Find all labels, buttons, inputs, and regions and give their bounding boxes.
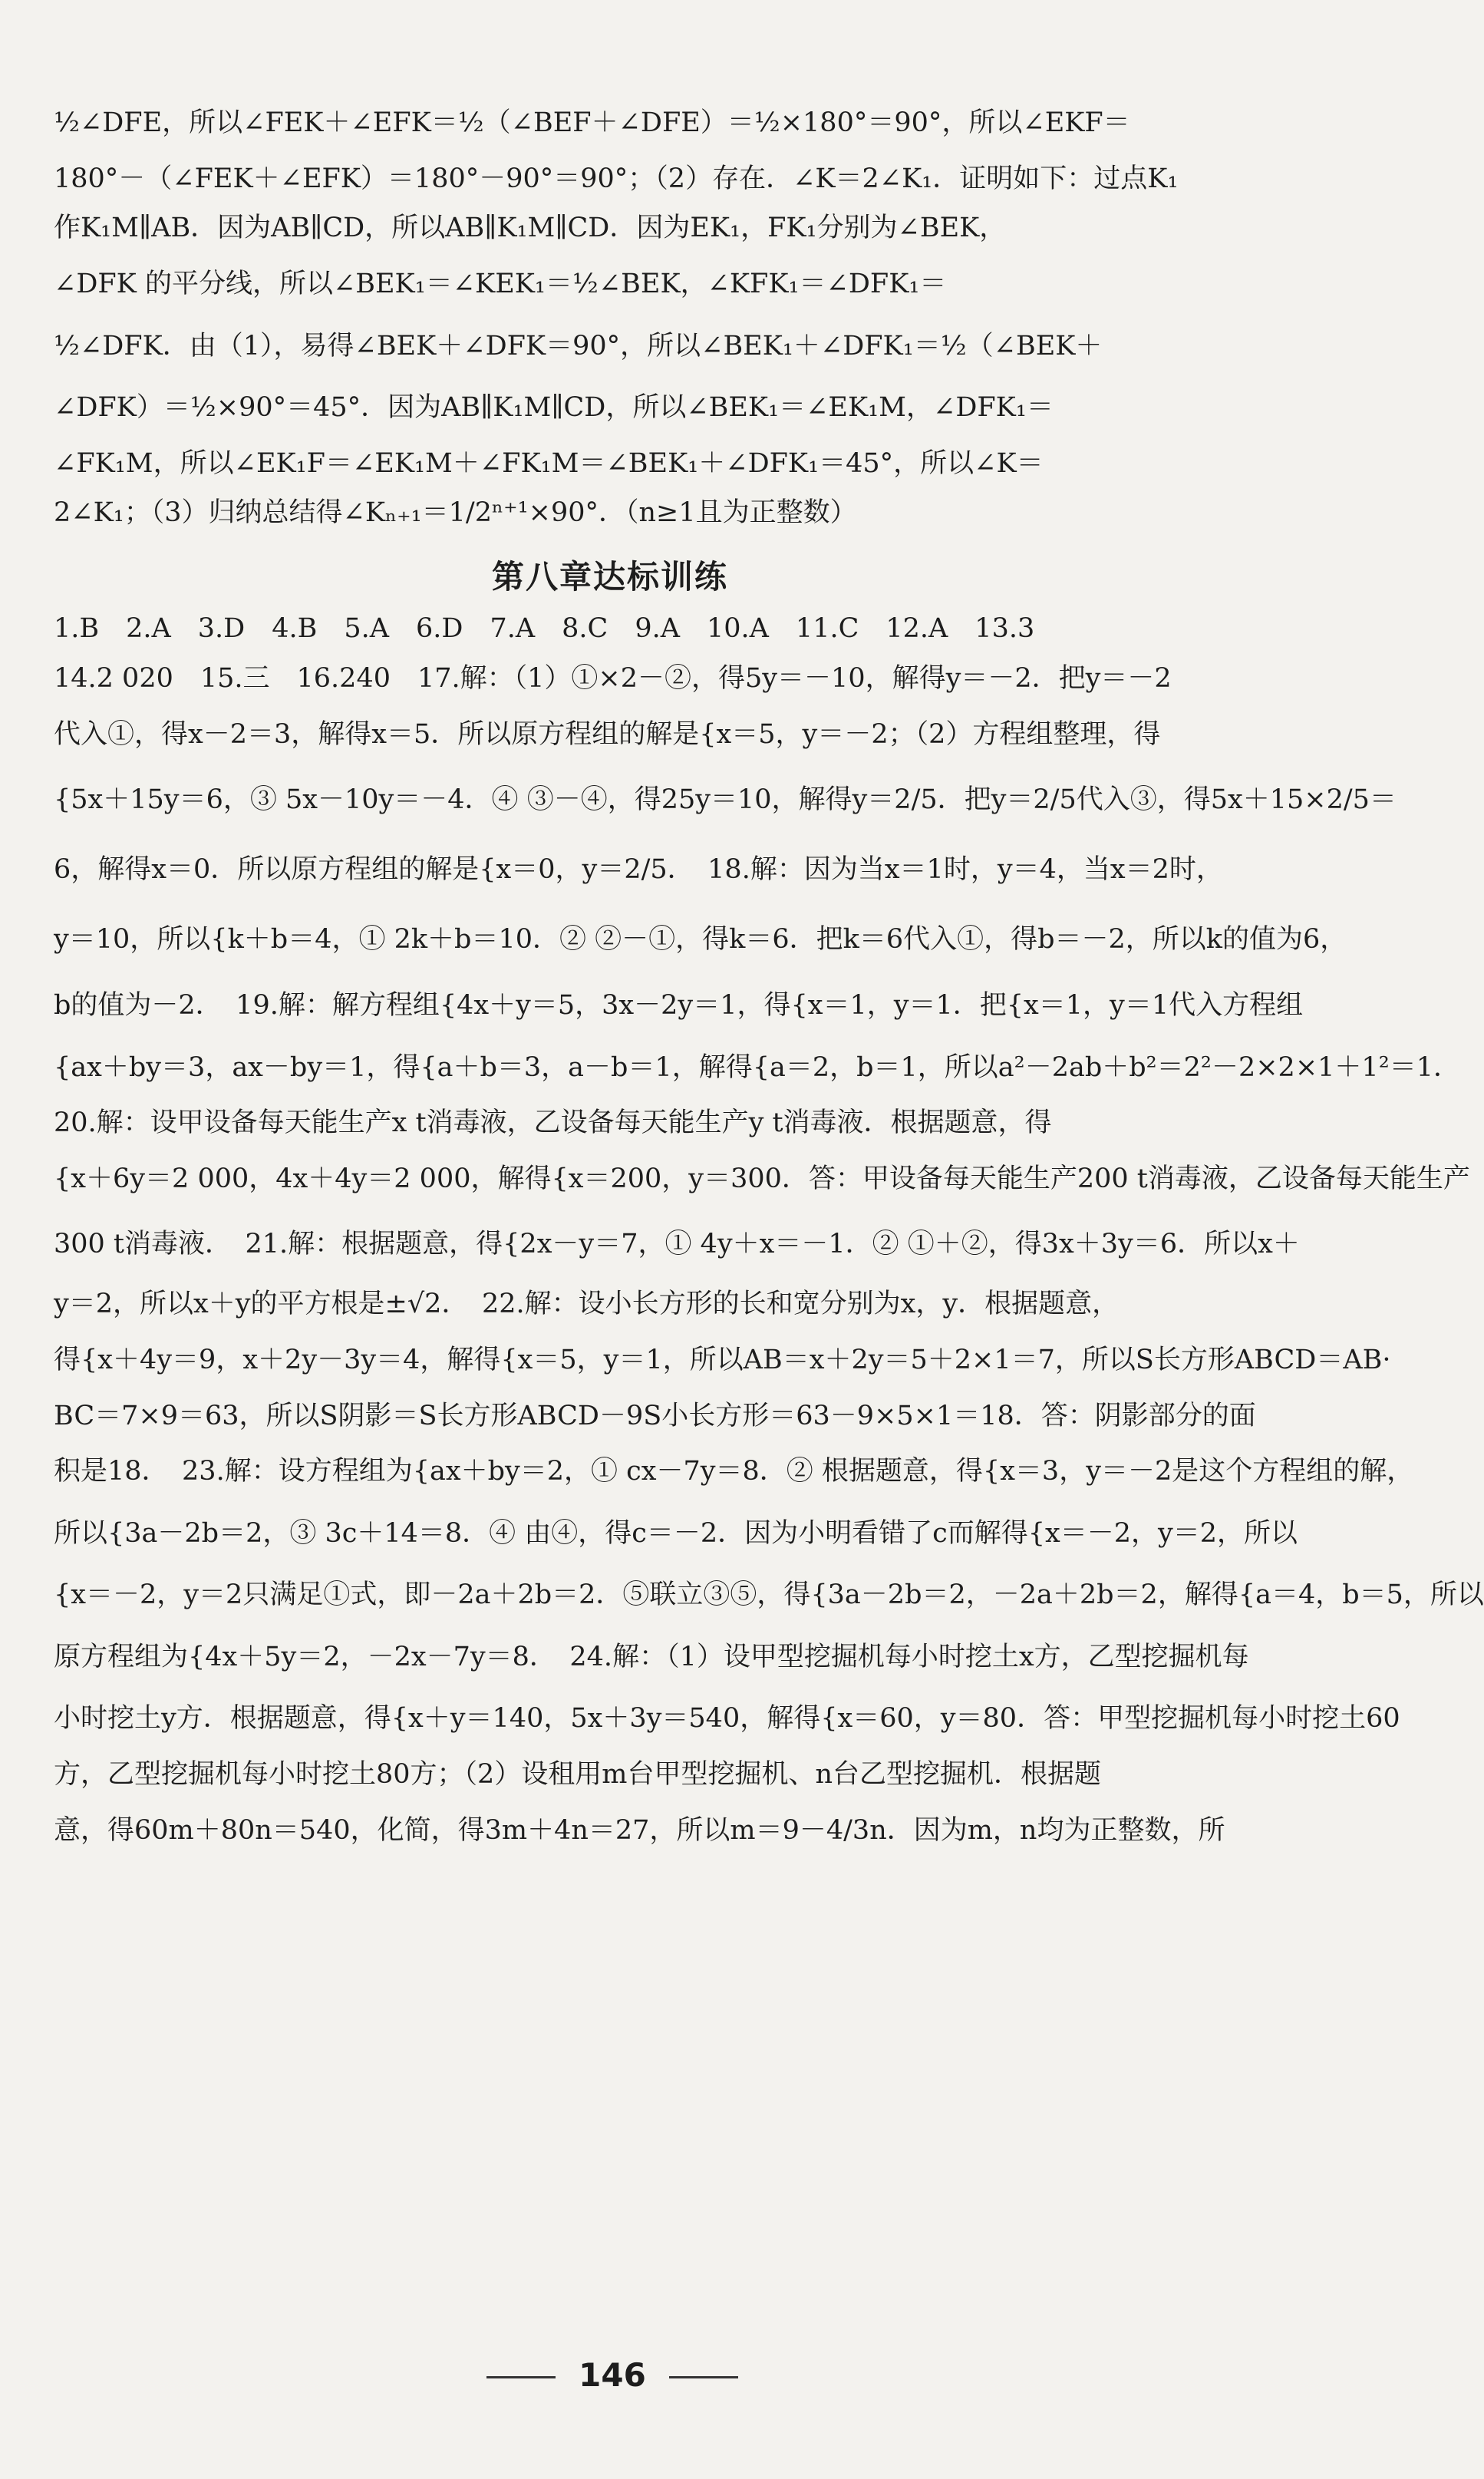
text-line: 原方程组为{4x＋5y＝2，－2x－7y＝8． 24.解：（1）设甲型挖掘机每小时挖土x方，乙型挖掘机每: [54, 1641, 1249, 1672]
text-line: {ax＋by＝3，ax－by＝1，得{a＋b＝3，a－b＝1，解得{a＝2，b＝1，所以a²－2ab＋b²＝2²－2×2×1＋1²＝1．: [54, 1051, 1460, 1083]
page-number-text: 146: [579, 2356, 646, 2394]
text-line: 6，解得x＝0．所以原方程组的解是{x＝0，y＝2/5． 18.解：因为当x＝1时，y＝4，当x＝2时，: [54, 854, 1223, 885]
text-line: y＝10，所以{k＋b＝4，① 2k＋b＝10．② ②－①，得k＝6．把k＝6代入①，得b＝－2，所以k的值为6，: [54, 924, 1347, 955]
text-line: ½∠DFK．由（1），易得∠BEK＋∠DFK＝90°，所以∠BEK₁＋∠DFK₁＝½（∠BEK＋: [54, 330, 1103, 361]
text-line: 方，乙型挖掘机每小时挖土80方；（2）设租用m台甲型挖掘机、n台乙型挖掘机．根据题: [54, 1758, 1102, 1790]
text-line: y＝2，所以x＋y的平方根是±√2． 22.解：设小长方形的长和宽分别为x，y．根据题意，: [54, 1289, 1120, 1320]
text-line: 意，得60m＋80n＝540，化简，得3m＋4n＝27，所以m＝9－4/3n．因为m，n均为正整数，所: [54, 1814, 1225, 1846]
text-line: b的值为－2． 19.解：解方程组{4x＋y＝5，3x－2y＝1，得{x＝1，y＝1．把{x＝1，y＝1代入方程组: [54, 990, 1304, 1021]
text-line: 180°－（∠FEK＋∠EFK）＝180°－90°＝90°；（2）存在．∠K＝2∠K₁．证明如下：过点K₁: [54, 163, 1179, 194]
text-line: ∠FK₁M，所以∠EK₁F＝∠EK₁M＋∠FK₁M＝∠BEK₁＋∠DFK₁＝45°，所以∠K＝: [54, 447, 1044, 479]
choice-answers: 1.B 2.A 3.D 4.B 5.A 6.D 7.A 8.C 9.A 10.A 11.C 12.A 13.3: [54, 613, 1035, 644]
text-line: 积是18． 23.解：设方程组为{ax＋by＝2，① cx－7y＝8．② 根据题意，得{x＝3，y＝－2是这个方程组的解，: [54, 1456, 1414, 1487]
document-page: [54, 92, 1484, 1861]
text-line: {x＋6y＝2 000，4x＋4y＝2 000，解得{x＝200，y＝300．答：甲设备每天能生产200 t消毒液，乙设备每天能生产: [54, 1163, 1470, 1194]
text-line: 2∠K₁；（3）归纳总结得∠Kₙ₊₁＝1/2ⁿ⁺¹×90°．（n≥1且为正整数）: [54, 497, 857, 529]
text-line: 14.2 020 15.三 16.240 17.解：（1）①×2－②，得5y＝－10，解得y＝－2．把y＝－2: [54, 662, 1172, 694]
text-line: ∠DFK）＝½×90°＝45°．因为AB∥K₁M∥CD，所以∠BEK₁＝∠EK₁M，∠DFK₁＝: [54, 392, 1054, 423]
text-line: {5x＋15y＝6，③ 5x－10y＝－4．④ ③－④，得25y＝10，解得y＝2/5．把y＝2/5代入③，得5x＋15×2/5＝: [54, 784, 1397, 815]
text-line: {x＝－2，y＝2只满足①式，即－2a＋2b＝2．⑤联立③⑤，得{3a－2b＝2，－2a＋2b＝2，解得{a＝4，b＝5，所以: [54, 1579, 1484, 1611]
chapter-title: 第八章达标训练: [491, 558, 728, 596]
text-line: 作K₁M∥AB．因为AB∥CD，所以AB∥K₁M∥CD．因为EK₁，FK₁分别为∠BEK，: [54, 213, 1007, 244]
text-line: ½∠DFE，所以∠FEK＋∠EFK＝½（∠BEF＋∠DFE）＝½×180°＝90°，所以∠EKF＝: [54, 107, 1130, 138]
right-rule: [669, 2376, 738, 2378]
text-line: 20.解：设甲设备每天能生产x t消毒液，乙设备每天能生产y t消毒液．根据题意，得: [54, 1107, 1052, 1138]
text-line: BC＝7×9＝63，所以S阴影＝S长方形ABCD－9S小长方形＝63－9×5×1＝18．答：阴影部分的面: [54, 1400, 1256, 1431]
continuation-block: [54, 92, 1179, 538]
left-rule: [486, 2376, 556, 2378]
text-line: 得{x＋4y＝9，x＋2y－3y＝4，解得{x＝5，y＝1，所以AB＝x＋2y＝5＋2×1＝7，所以S长方形ABCD＝AB·: [54, 1345, 1391, 1375]
text-line: 所以{3a－2b＝2，③ 3c＋14＝8．④ 由④，得c＝－2．因为小明看错了c而解得{x＝－2，y＝2，所以: [54, 1517, 1298, 1549]
text-line: 小时挖土y方．根据题意，得{x＋y＝140，5x＋3y＝540，解得{x＝60，y＝80．答：甲型挖掘机每小时挖土60: [54, 1703, 1400, 1735]
text-line: 代入①，得x－2＝3，解得x＝5．所以原方程组的解是{x＝5，y＝－2；（2）方程组整理，得: [54, 718, 1161, 750]
text-line: 300 t消毒液． 21.解：根据题意，得{2x－y＝7，① 4y＋x＝－1．② ①＋②，得3x＋3y＝6．所以x＋: [54, 1229, 1300, 1260]
page-number: [0, 2356, 1225, 2394]
text-line: ∠DFK 的平分线，所以∠BEK₁＝∠KEK₁＝½∠BEK，∠KFK₁＝∠DFK₁＝: [54, 269, 947, 299]
answers-block: [54, 604, 1484, 1861]
